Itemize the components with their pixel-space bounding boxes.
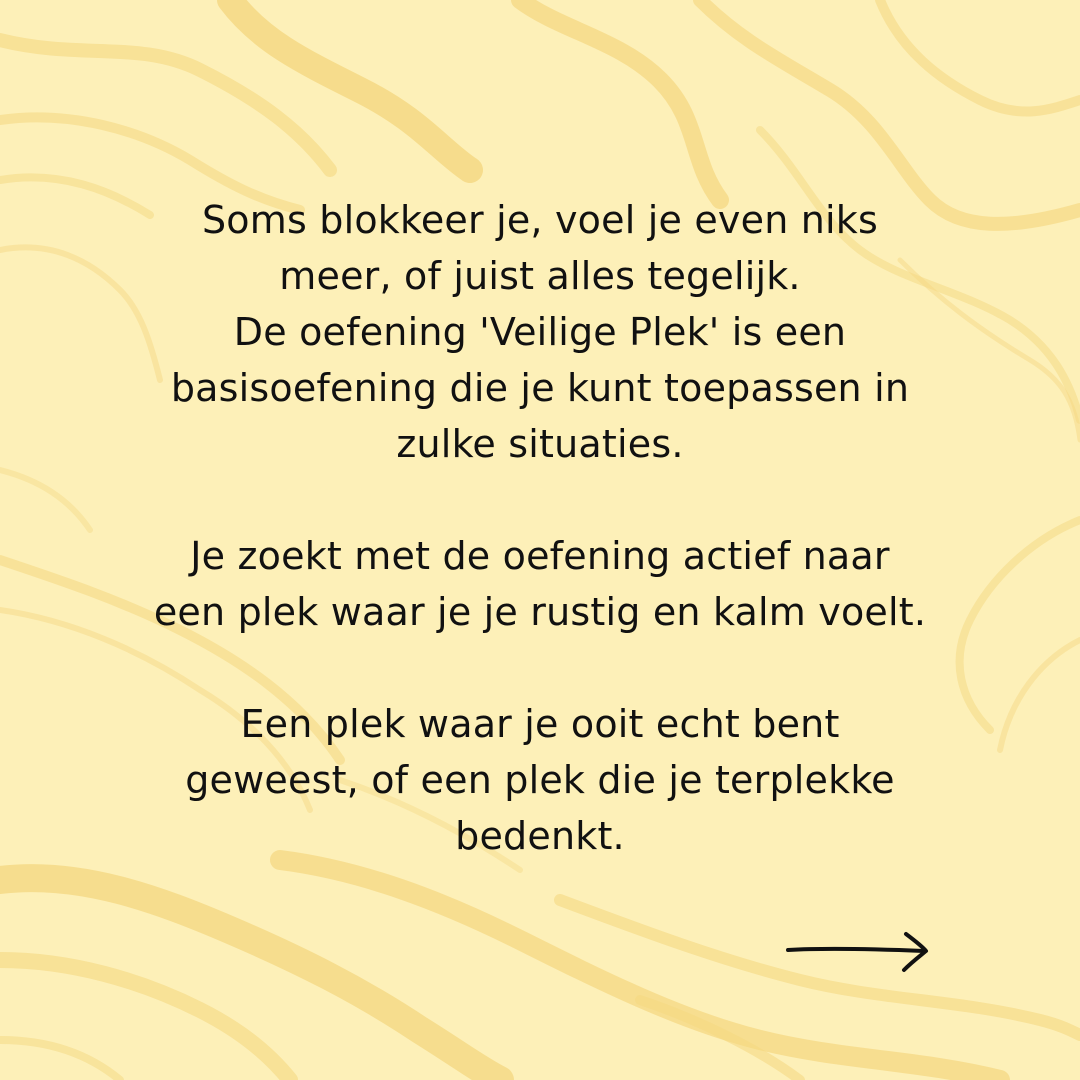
text-line: geweest, of een plek die je terplekke: [185, 758, 895, 802]
paragraph-2: [90, 528, 990, 640]
text-line: een plek waar je je rustig en kalm voelt.: [153, 590, 927, 634]
paragraph-1: [90, 192, 990, 472]
text-line: meer, of juist alles tegelijk.: [279, 254, 801, 298]
text-line: zulke situaties.: [396, 422, 684, 466]
text-line: basisoefening die je kunt toepassen in: [170, 366, 910, 410]
text-line: bedenkt.: [455, 814, 625, 858]
paragraph-spacer: [90, 472, 990, 528]
body-text: [90, 192, 990, 864]
text-line: Soms blokkeer je, voel je even niks: [201, 198, 879, 242]
text-line: Je zoekt met de oefening actief naar: [190, 534, 890, 578]
paragraph-3: [90, 696, 990, 864]
arrow-right-icon[interactable]: [784, 926, 934, 976]
paragraph-spacer: [90, 640, 990, 696]
text-line: Een plek waar je ooit echt bent: [240, 702, 840, 746]
text-line: De oefening 'Veilige Plek' is een: [233, 310, 847, 354]
